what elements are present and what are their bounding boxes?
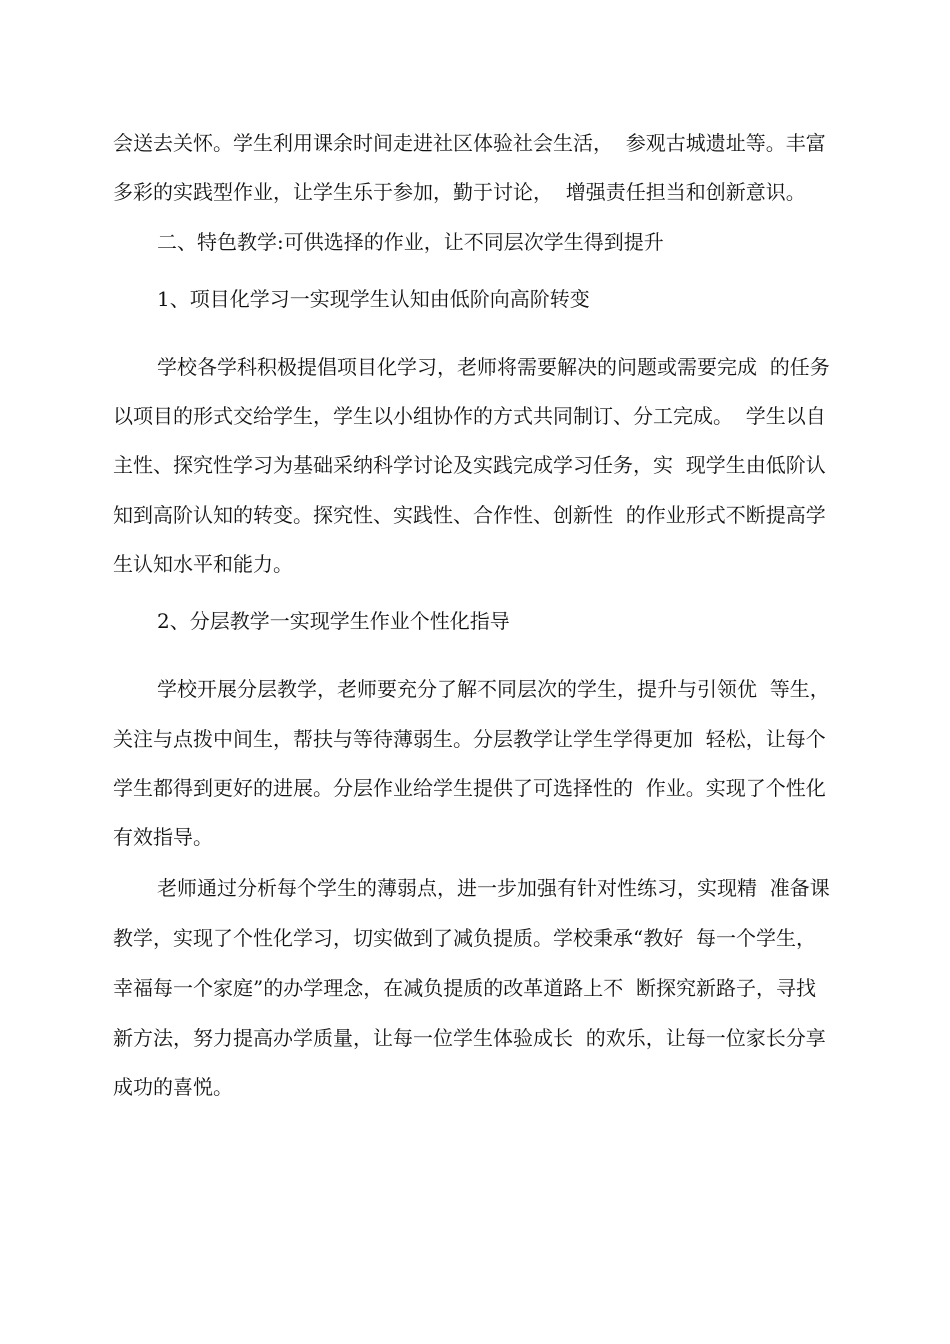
paragraph-line: 老师通过分析每个学生的薄弱点，进一步加强有针对性练习，实现精 准备课	[157, 876, 830, 900]
paragraph-line: 有效指导。	[113, 825, 213, 849]
paragraph-line: 以项目的形式交给学生，学生以小组协作的方式共同制订、分工完成。 学生以自	[113, 404, 826, 428]
paragraph-line: 幸福每一个家庭”的办学理念，在减负提质的改革道路上不 断探究新路子，寻找	[113, 976, 816, 1000]
paragraph-line: 关注与点拨中间生，帮扶与等待薄弱生。分层教学让学生学得更加 轻松，让每个	[113, 727, 826, 751]
paragraph-line: 主性、探究性学习为基础采纳科学讨论及实践完成学习任务，实 现学生由低阶认	[113, 453, 826, 477]
paragraph-line: 学校各学科积极提倡项目化学习，老师将需要解决的问题或需要完成 的任务	[157, 355, 830, 379]
paragraph-line: 学校开展分层教学，老师要充分了解不同层次的学生，提升与引领优 等生，	[157, 677, 830, 701]
subsection-heading: 2、分层教学一实现学生作业个性化指导	[157, 609, 510, 633]
subsection-heading: 1、项目化学习一实现学生认知由低阶向高阶转变	[157, 287, 590, 311]
paragraph-line: 生认知水平和能力。	[113, 552, 293, 576]
paragraph-line: 多彩的实践型作业，让学生乐于参加，勤于讨论， 增强责任担当和创新意识。	[113, 180, 806, 204]
section-heading: 二、特色教学:可供选择的作业，让不同层次学生得到提升	[157, 230, 664, 254]
paragraph-line: 新方法，努力提高办学质量，让每一位学生体验成长 的欢乐，让每一位家长分享	[113, 1026, 826, 1050]
paragraph-line: 成功的喜悦。	[113, 1075, 233, 1099]
paragraph-line: 知到高阶认知的转变。探究性、实践性、合作性、创新性 的作业形式不断提高学	[113, 503, 826, 527]
paragraph-line: 教学，实现了个性化学习，切实做到了减负提质。学校秉承“教好 每一个学生，	[113, 926, 816, 950]
paragraph-line: 会送去关怀。学生利用课余时间走进社区体验社会生活， 参观古城遗址等。丰富	[113, 131, 826, 155]
paragraph-line: 学生都得到更好的进展。分层作业给学生提供了可选择性的 作业。实现了个性化	[113, 776, 826, 800]
